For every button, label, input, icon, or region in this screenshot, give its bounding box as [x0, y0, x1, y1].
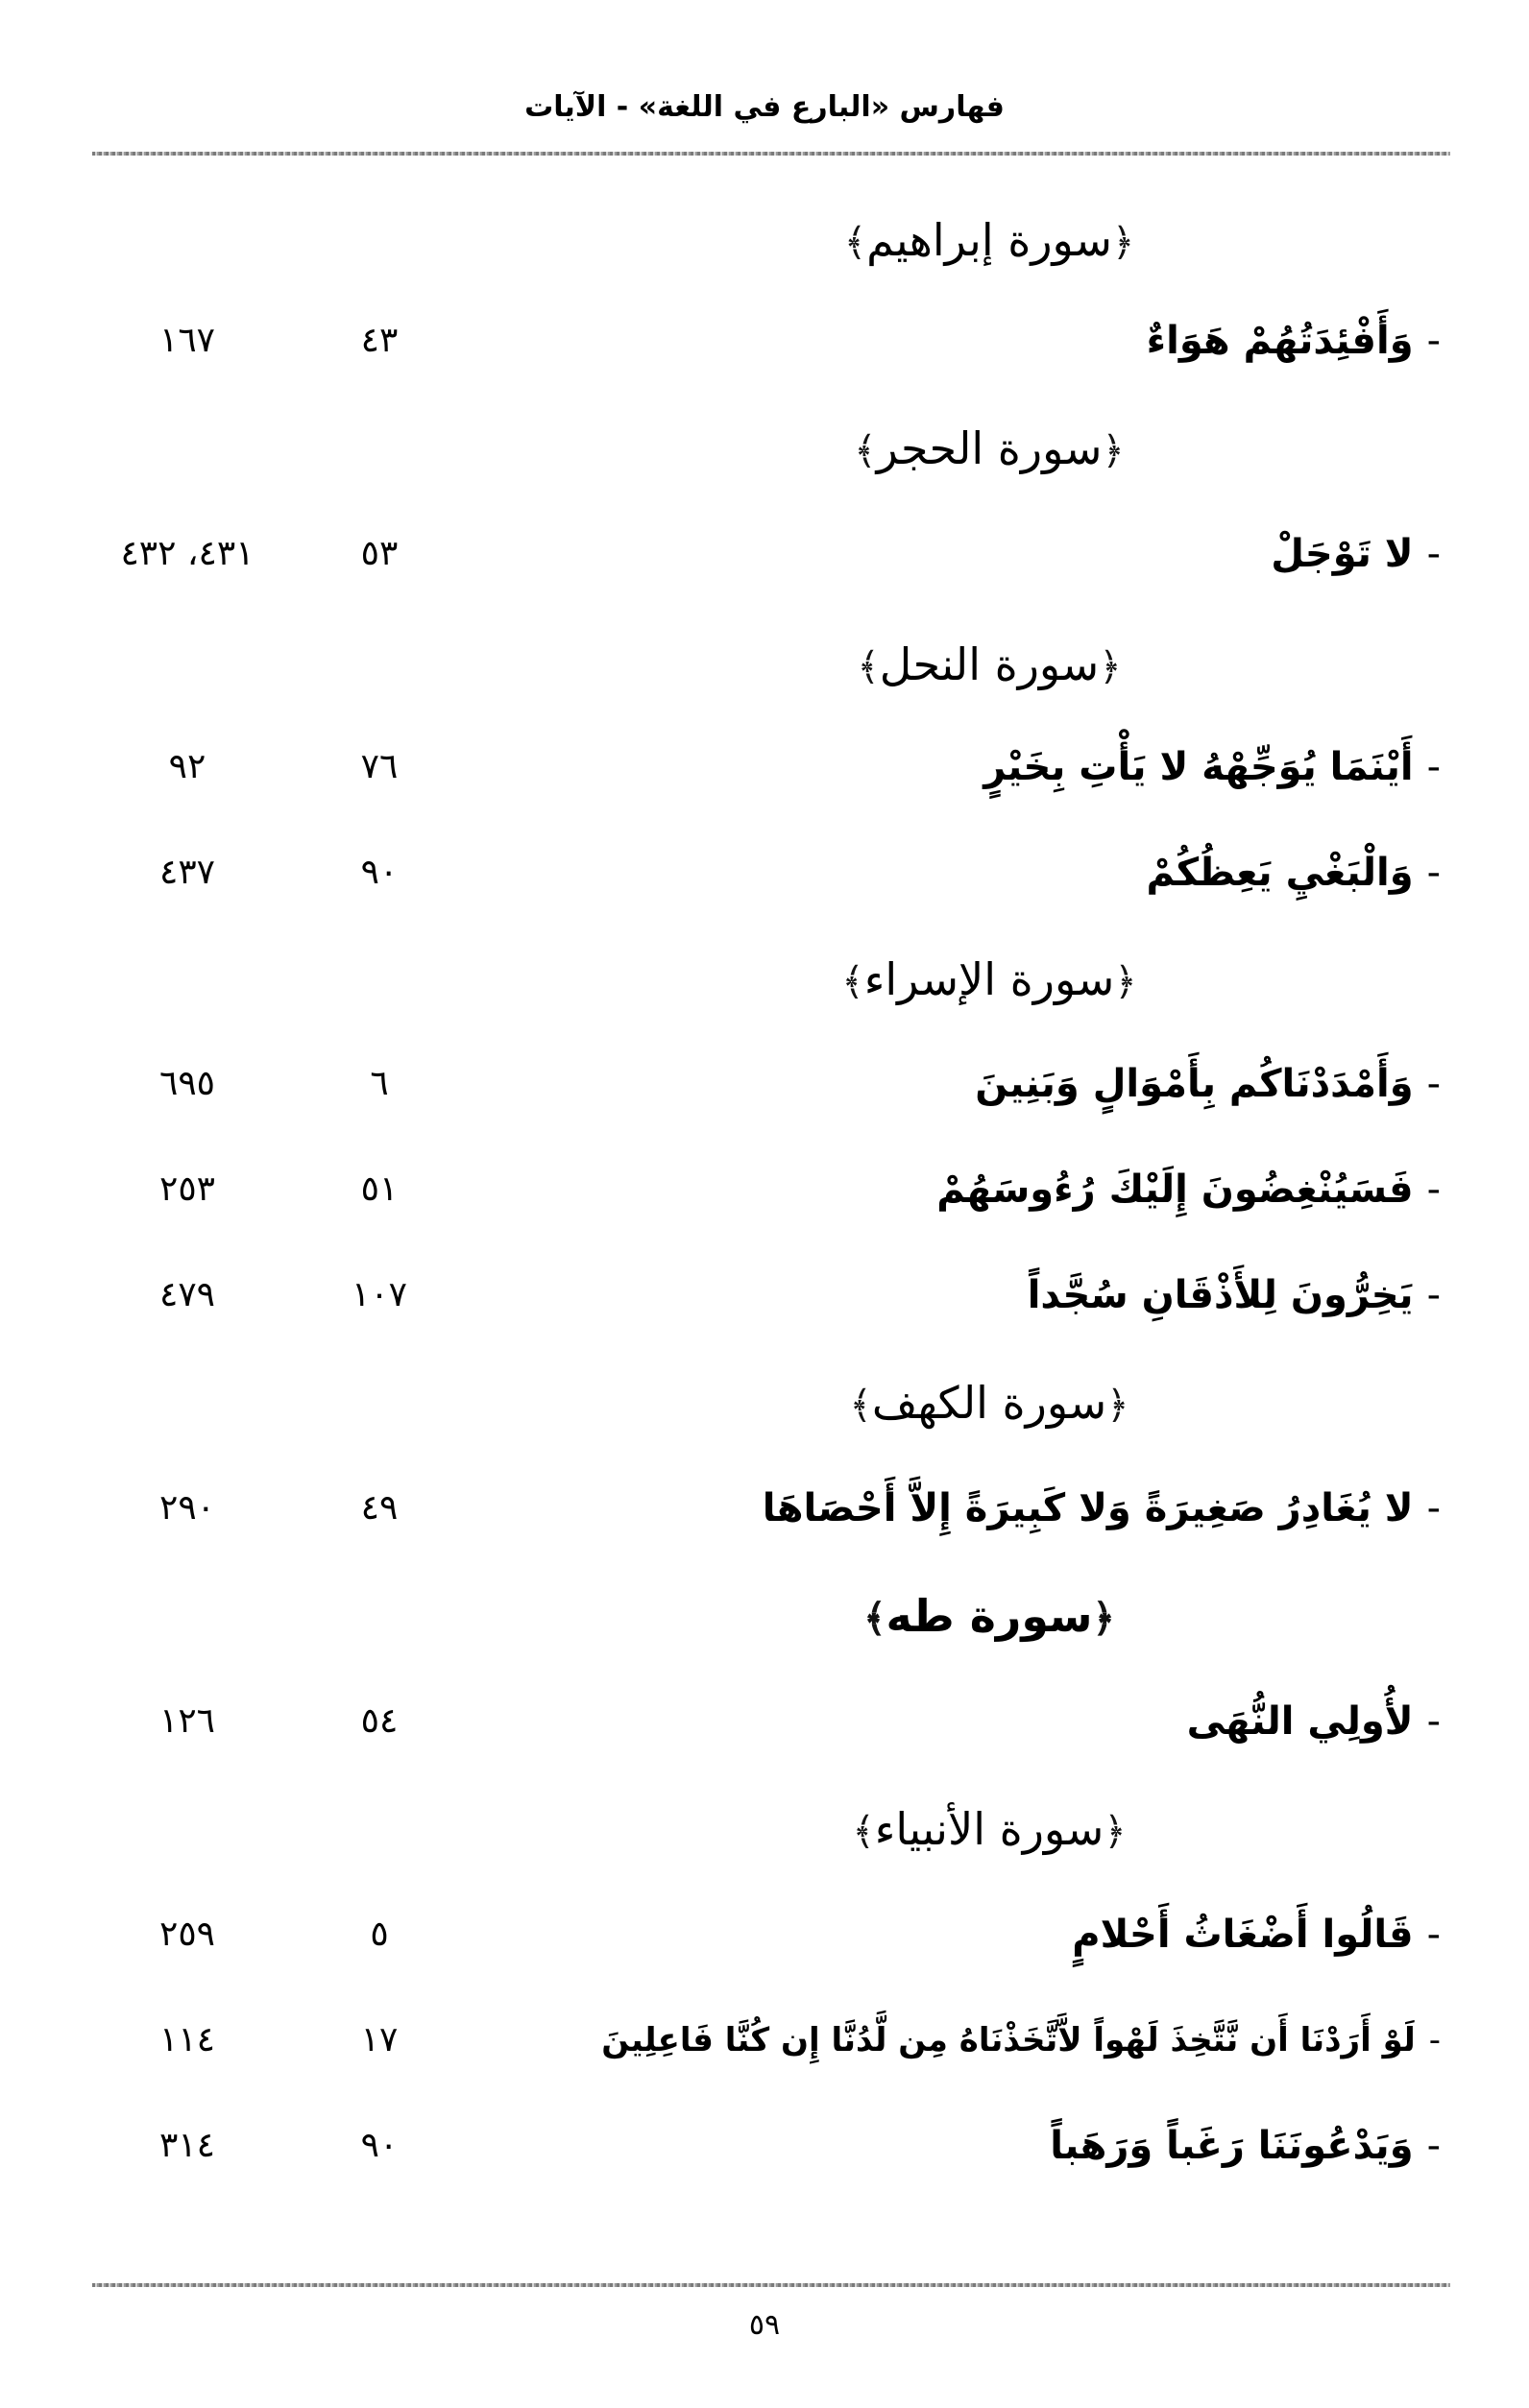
- footer-rule: [92, 2283, 1450, 2287]
- verse-entry: [0, 513, 1529, 595]
- ayah-number: ٦: [370, 1064, 389, 1103]
- entry-dash: -: [1426, 1168, 1441, 1212]
- ayah-number: ٩٠: [360, 2126, 399, 2165]
- verse-entry: [0, 1254, 1529, 1336]
- verse-entry: [0, 1467, 1529, 1550]
- ayah-number: ٥٤: [360, 1701, 399, 1741]
- ornament-open-icon: ﴿: [1114, 960, 1137, 1004]
- page-references: ٣١٤: [158, 2126, 215, 2165]
- ayah-number: ٥٣: [360, 534, 399, 573]
- ornament-close-icon: ﴾: [863, 1597, 886, 1641]
- surah-name: سورة الكهف: [871, 1377, 1107, 1429]
- verse-entry: [0, 1999, 1529, 2082]
- entry-dash: -: [1428, 2021, 1441, 2059]
- ornament-close-icon: ﴾: [843, 221, 867, 265]
- verse-text: لا يُغَادِرُ صَغِيرَةً وَلا كَبِيرَةً إِلاَّ أَحْصَاهَا: [762, 1486, 1414, 1530]
- page-references: ١٦٧: [158, 321, 215, 360]
- page-references: ٤٣٧: [158, 853, 215, 892]
- surah-name: سورة النحل: [879, 638, 1100, 690]
- surah-name: سورة الإسراء: [863, 953, 1115, 1005]
- verse-entry: [0, 1043, 1529, 1125]
- verse-text: أَيْنَمَا يُوَجِّهْهُ لا يَأْتِ بِخَيْرٍ: [983, 745, 1414, 789]
- page-references: ٢٥٩: [158, 1914, 215, 1954]
- entry-dash: -: [1426, 1062, 1441, 1106]
- entry-dash: -: [1426, 532, 1441, 576]
- verse-entry: [0, 300, 1529, 382]
- ayah-number: ٥: [370, 1914, 389, 1954]
- entry-dash: -: [1426, 1699, 1441, 1744]
- surah-name: سورة الحجر: [876, 422, 1103, 474]
- verse-entry: [0, 1680, 1529, 1763]
- surah-name: سورة الأنبياء: [874, 1803, 1104, 1855]
- running-header: فهارس «البارع في اللغة» - الآيات: [524, 90, 1005, 124]
- ornament-open-icon: ﴿: [1106, 1384, 1129, 1428]
- surah-heading: [0, 938, 1529, 1021]
- entry-dash: -: [1426, 1273, 1441, 1317]
- surah-heading: [0, 199, 1529, 281]
- verse-text: وَأَمْدَدْنَاكُم بِأَمْوَالٍ وَبَنِينَ: [975, 1062, 1414, 1106]
- surah-heading: [0, 1361, 1529, 1444]
- verse-text: وَأَفْئِدَتُهُمْ هَوَاءٌ: [1146, 319, 1414, 363]
- verse-text: يَخِرُّونَ لِلأَذْقَانِ سُجَّداً: [1027, 1273, 1414, 1317]
- ayah-number: ٤٣: [360, 321, 399, 360]
- ayah-number: ٤٩: [360, 1488, 399, 1528]
- page-references: ٤٧٩: [158, 1275, 215, 1314]
- verse-text: لأُولِي النُّهَى: [1186, 1699, 1414, 1744]
- surah-name: سورة طه: [886, 1590, 1093, 1642]
- verse-text: وَالْبَغْيِ يَعِظُكُمْ: [1146, 851, 1414, 895]
- verse-entry: [0, 1893, 1529, 1976]
- verse-text: فَسَيُنْغِضُونَ إِلَيْكَ رُءُوسَهُمْ: [936, 1168, 1414, 1212]
- ayah-number: ٧٦: [360, 747, 399, 786]
- page-references: ٦٩٥: [158, 1064, 215, 1103]
- surah-heading: [0, 1575, 1529, 1657]
- ornament-close-icon: ﴾: [857, 645, 880, 689]
- page-references: ١١٤: [158, 2020, 215, 2059]
- ornament-close-icon: ﴾: [854, 429, 877, 473]
- surah-name: سورة إبراهيم: [866, 214, 1112, 266]
- page-references: ٢٩٠: [158, 1488, 215, 1528]
- page-references: ٤٣١، ٤٣٢: [120, 534, 255, 573]
- ornament-open-icon: ﴿: [1111, 221, 1135, 265]
- surah-heading: [0, 407, 1529, 490]
- verse-entry: [0, 2105, 1529, 2187]
- ornament-close-icon: ﴾: [849, 1384, 872, 1428]
- verse-text: قَالُوا أَضْغَاثُ أَحْلامٍ: [1072, 1913, 1414, 1957]
- ornament-close-icon: ﴾: [841, 960, 864, 1004]
- page-references: ٢٥٣: [158, 1169, 215, 1209]
- entry-dash: -: [1426, 1486, 1441, 1530]
- entry-dash: -: [1426, 319, 1441, 363]
- verse-text: وَيَدْعُونَنَا رَغَباً وَرَهَباً: [1050, 2124, 1414, 2168]
- entry-dash: -: [1426, 1913, 1441, 1957]
- entry-dash: -: [1426, 745, 1441, 789]
- ornament-open-icon: ﴿: [1099, 645, 1122, 689]
- ornament-open-icon: ﴿: [1102, 429, 1125, 473]
- page-references: ٩٢: [168, 747, 206, 786]
- entry-dash: -: [1426, 2124, 1441, 2168]
- page-references: ١٢٦: [158, 1701, 215, 1741]
- ornament-open-icon: ﴿: [1104, 1810, 1127, 1854]
- surah-heading: [0, 1788, 1529, 1870]
- surah-heading: [0, 623, 1529, 706]
- verse-text: لَوْ أَرَدْنَا أَن نَّتَّخِذَ لَهْواً لاَّتَّخَذْنَاهُ مِن لَّدُنَّا إِن كُنَّا فَاعِلِينَ: [601, 2021, 1416, 2059]
- verse-text: لا تَوْجَلْ: [1271, 532, 1414, 576]
- ayah-number: ٥١: [360, 1169, 399, 1209]
- page-number: ٥٩: [748, 2308, 781, 2342]
- entry-dash: -: [1426, 851, 1441, 895]
- ayah-number: ٩٠: [360, 853, 399, 892]
- ornament-close-icon: ﴾: [852, 1810, 875, 1854]
- verse-entry: [0, 1148, 1529, 1231]
- ayah-number: ١٧: [360, 2020, 399, 2059]
- verse-entry: [0, 726, 1529, 808]
- ornament-open-icon: ﴿: [1092, 1597, 1115, 1641]
- ayah-number: ١٠٧: [351, 1275, 407, 1314]
- verse-entry: [0, 831, 1529, 914]
